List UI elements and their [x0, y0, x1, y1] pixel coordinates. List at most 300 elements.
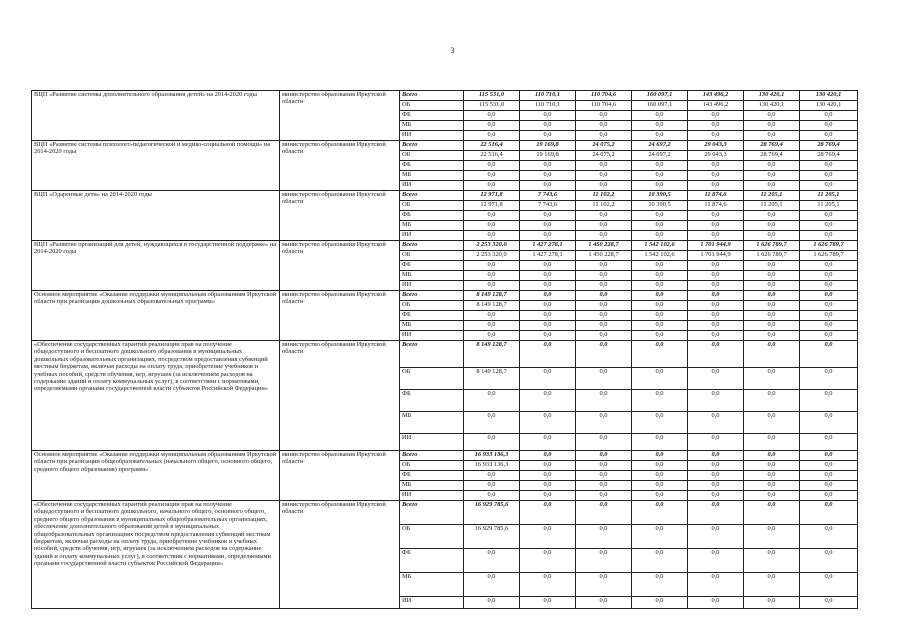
amount-cell: 0,0	[800, 481, 858, 491]
amount-cell: 0,0	[688, 481, 744, 491]
amount-cell: 0,0	[800, 491, 858, 501]
responsible-ministry: министерство образования Иркутской области	[280, 91, 400, 141]
amount-cell: 115 531,0	[464, 101, 520, 111]
funding-source: МБ	[400, 573, 464, 597]
amount-cell: 1 626 789,7	[800, 241, 858, 251]
amount-cell: 0,0	[520, 331, 576, 341]
amount-cell: 0,0	[800, 121, 858, 131]
amount-cell: 7 743,6	[520, 191, 576, 201]
table-row	[32, 341, 858, 368]
funding-source: ОБ	[400, 201, 464, 211]
amount-cell: 0,0	[744, 111, 800, 121]
amount-cell: 130 420,1	[800, 91, 858, 101]
amount-cell: 0,0	[576, 471, 632, 481]
amount-cell: 0,0	[632, 471, 688, 481]
amount-cell: 160 097,1	[632, 91, 688, 101]
amount-cell: 11 205,1	[800, 191, 858, 201]
amount-cell: 0,0	[800, 311, 858, 321]
amount-cell: 0,0	[800, 281, 858, 291]
amount-cell: 0,0	[576, 331, 632, 341]
program-name: ВЦП «Одаренные дети» на 2014-2020 годы	[32, 191, 280, 241]
amount-cell: 0,0	[688, 281, 744, 291]
amount-cell: 0,0	[632, 412, 688, 434]
amount-cell: 0,0	[632, 451, 688, 461]
amount-cell: 0,0	[800, 301, 858, 311]
amount-cell: 0,0	[576, 341, 632, 368]
responsible-ministry: министерство образования Иркутской области	[280, 451, 400, 501]
amount-cell: 0,0	[576, 434, 632, 451]
amount-cell: 0,0	[744, 525, 800, 549]
amount-cell: 0,0	[632, 301, 688, 311]
funding-source: Всего	[400, 141, 464, 151]
amount-cell: 1 427 278,1	[520, 251, 576, 261]
amount-cell: 1 450 228,7	[576, 251, 632, 261]
amount-cell: 0,0	[632, 434, 688, 451]
amount-cell: 0,0	[520, 549, 576, 573]
amount-cell: 0,0	[632, 321, 688, 331]
amount-cell: 0,0	[632, 211, 688, 221]
amount-cell: 0,0	[800, 341, 858, 368]
amount-cell: 0,0	[520, 434, 576, 451]
amount-cell: 0,0	[800, 549, 858, 573]
amount-cell: 0,0	[744, 331, 800, 341]
amount-cell: 0,0	[632, 261, 688, 271]
amount-cell: 0,0	[800, 221, 858, 231]
amount-cell: 0,0	[464, 331, 520, 341]
amount-cell: 24 697,2	[632, 151, 688, 161]
amount-cell: 1 542 102,6	[632, 251, 688, 261]
amount-cell: 22 516,4	[464, 151, 520, 161]
amount-cell: 1 626 789,7	[744, 251, 800, 261]
funding-source: МБ	[400, 121, 464, 131]
table-row	[32, 241, 858, 251]
amount-cell: 0,0	[632, 161, 688, 171]
amount-cell: 0,0	[520, 481, 576, 491]
table-row	[32, 501, 858, 525]
amount-cell: 10 390,5	[632, 191, 688, 201]
amount-cell: 0,0	[800, 181, 858, 191]
amount-cell: 0,0	[632, 271, 688, 281]
amount-cell: 11 205,1	[744, 201, 800, 211]
amount-cell: 0,0	[744, 434, 800, 451]
amount-cell: 0,0	[464, 261, 520, 271]
amount-cell: 0,0	[688, 311, 744, 321]
amount-cell: 0,0	[800, 573, 858, 597]
amount-cell: 0,0	[576, 390, 632, 412]
amount-cell: 29 043,3	[688, 141, 744, 151]
amount-cell: 143 496,2	[688, 91, 744, 101]
amount-cell: 130 420,1	[744, 91, 800, 101]
program-name: «Обеспечение государственных гарантий реализации прав на получение общедоступного и бесплатного дошкольного, начального общего, основного общего, среднего общего образования в муниципальных общеобразовательных организациях, обеспечение дополнительного образования детей в муниципальных общеобразовательных организациях посредством предоставления субвенций местным бюджетам, включая расходы на оплату труда, приобретение учебников и учебных пособий, средств обучения, игр, игрушек (за исключением расходов на содержание зданий и оплату коммунальных услуг), в соответствии с нормативами, определяемыми органами государственной власти субъектов Российской Федерации»	[32, 501, 280, 609]
amount-cell: 0,0	[800, 501, 858, 525]
amount-cell: 0,0	[576, 211, 632, 221]
amount-cell: 0,0	[632, 231, 688, 241]
amount-cell: 0,0	[632, 221, 688, 231]
funding-source: МБ	[400, 171, 464, 181]
amount-cell: 0,0	[800, 171, 858, 181]
amount-cell: 0,0	[464, 161, 520, 171]
amount-cell: 11 874,6	[688, 201, 744, 211]
amount-cell: 0,0	[744, 321, 800, 331]
amount-cell: 0,0	[520, 291, 576, 301]
funding-table	[31, 90, 858, 609]
amount-cell: 19 169,8	[520, 151, 576, 161]
amount-cell: 0,0	[800, 412, 858, 434]
amount-cell: 0,0	[632, 573, 688, 597]
amount-cell: 0,0	[576, 491, 632, 501]
amount-cell: 11 205,1	[744, 191, 800, 201]
amount-cell: 0,0	[688, 131, 744, 141]
amount-cell: 0,0	[464, 221, 520, 231]
amount-cell: 16 929 785,6	[464, 501, 520, 525]
amount-cell: 8 149 128,7	[464, 301, 520, 311]
amount-cell: 0,0	[632, 111, 688, 121]
amount-cell: 1 427 278,1	[520, 241, 576, 251]
amount-cell: 0,0	[632, 121, 688, 131]
amount-cell: 115 531,0	[464, 91, 520, 101]
amount-cell: 7 743,6	[520, 201, 576, 211]
responsible-ministry: министерство образования Иркутской области	[280, 341, 400, 451]
funding-source: Всего	[400, 341, 464, 368]
funding-source: ФБ	[400, 390, 464, 412]
amount-cell: 2 253 320,0	[464, 251, 520, 261]
amount-cell: 0,0	[800, 390, 858, 412]
amount-cell: 0,0	[464, 181, 520, 191]
amount-cell: 0,0	[464, 211, 520, 221]
funding-source: ОБ	[400, 151, 464, 161]
amount-cell: 10 390,5	[632, 201, 688, 211]
amount-cell: 1 701 944,9	[688, 251, 744, 261]
amount-cell: 0,0	[688, 271, 744, 281]
amount-cell: 0,0	[576, 181, 632, 191]
responsible-ministry: министерство образования Иркутской области	[280, 291, 400, 341]
amount-cell: 0,0	[800, 331, 858, 341]
program-name: Основное мероприятие «Оказание поддержки муниципальным образованиям Иркутской области при реализации общеобразовательных (начального общего, основного общего, среднего общего образования) программ»	[32, 451, 280, 501]
amount-cell: 0,0	[576, 597, 632, 609]
amount-cell: 0,0	[632, 368, 688, 390]
program-name: ВЦП «Развитие системы психолого-педагогической и медико-социальной помощи» на 2014-2020 годы	[32, 141, 280, 191]
amount-cell: 0,0	[688, 434, 744, 451]
amount-cell: 110 704,6	[576, 91, 632, 101]
amount-cell: 0,0	[520, 501, 576, 525]
funding-source: МБ	[400, 221, 464, 231]
funding-source: ИИ	[400, 597, 464, 609]
amount-cell: 1 626 789,7	[744, 241, 800, 251]
amount-cell: 0,0	[576, 121, 632, 131]
amount-cell: 0,0	[520, 271, 576, 281]
amount-cell: 0,0	[464, 471, 520, 481]
amount-cell: 0,0	[800, 321, 858, 331]
amount-cell: 0,0	[520, 231, 576, 241]
funding-source: Всего	[400, 451, 464, 461]
amount-cell: 0,0	[520, 131, 576, 141]
funding-source: МБ	[400, 321, 464, 331]
amount-cell: 0,0	[632, 390, 688, 412]
amount-cell: 0,0	[520, 525, 576, 549]
amount-cell: 0,0	[520, 451, 576, 461]
amount-cell: 0,0	[464, 549, 520, 573]
amount-cell: 0,0	[744, 390, 800, 412]
responsible-ministry: министерство образования Иркутской области	[280, 501, 400, 609]
amount-cell: 0,0	[464, 111, 520, 121]
program-name: ВЦП «Развитие организаций для детей, нуждающихся в государственной поддержке» на 2014-2020 годы	[32, 241, 280, 291]
amount-cell: 0,0	[520, 390, 576, 412]
funding-source: ОБ	[400, 461, 464, 471]
amount-cell: 0,0	[576, 311, 632, 321]
amount-cell: 0,0	[576, 412, 632, 434]
program-name: «Обеспечение государственных гарантий реализации прав на получение общедоступного и бесплатного дошкольного образования в муниципальных дошкольных образовательных организациях, посредством предоставления субвенций местным бюджетам, включая расходы на оплату труда, приобретение учебников и учебных пособий, средств обучения, игр, игрушек (за исключением расходов на содержание зданий и оплату коммунальных услуг), в соответствии с нормативами, определяемыми органами государственной власти субъектов Российской Федерации»	[32, 341, 280, 451]
amount-cell: 0,0	[576, 221, 632, 231]
amount-cell: 0,0	[744, 181, 800, 191]
amount-cell: 19 169,8	[520, 141, 576, 151]
amount-cell: 0,0	[632, 597, 688, 609]
funding-source: ФБ	[400, 211, 464, 221]
funding-source: ФБ	[400, 471, 464, 481]
amount-cell: 0,0	[520, 261, 576, 271]
amount-cell: 0,0	[632, 491, 688, 501]
amount-cell: 24 075,2	[576, 151, 632, 161]
amount-cell: 0,0	[464, 573, 520, 597]
amount-cell: 0,0	[520, 412, 576, 434]
amount-cell: 0,0	[576, 451, 632, 461]
amount-cell: 0,0	[520, 281, 576, 291]
amount-cell: 0,0	[464, 281, 520, 291]
amount-cell: 0,0	[576, 261, 632, 271]
funding-source: Всего	[400, 191, 464, 201]
amount-cell: 0,0	[464, 271, 520, 281]
amount-cell: 0,0	[464, 131, 520, 141]
amount-cell: 0,0	[800, 291, 858, 301]
amount-cell: 8 149 128,7	[464, 368, 520, 390]
funding-source: ИИ	[400, 434, 464, 451]
amount-cell: 8 149 128,7	[464, 341, 520, 368]
amount-cell: 0,0	[520, 597, 576, 609]
amount-cell: 1 542 102,6	[632, 241, 688, 251]
funding-source: ОБ	[400, 301, 464, 311]
amount-cell: 0,0	[744, 271, 800, 281]
amount-cell: 28 769,4	[744, 141, 800, 151]
funding-source: ИИ	[400, 131, 464, 141]
amount-cell: 11 102,2	[576, 191, 632, 201]
amount-cell: 0,0	[688, 231, 744, 241]
funding-source: ОБ	[400, 368, 464, 390]
amount-cell: 0,0	[744, 221, 800, 231]
amount-cell: 11 205,1	[800, 201, 858, 211]
funding-source: ОБ	[400, 525, 464, 549]
amount-cell: 0,0	[576, 321, 632, 331]
funding-source: ФБ	[400, 261, 464, 271]
amount-cell: 0,0	[800, 451, 858, 461]
amount-cell: 0,0	[744, 281, 800, 291]
amount-cell: 160 097,1	[632, 101, 688, 111]
amount-cell: 0,0	[800, 368, 858, 390]
amount-cell: 0,0	[632, 481, 688, 491]
amount-cell: 22 516,4	[464, 141, 520, 151]
amount-cell: 0,0	[520, 311, 576, 321]
amount-cell: 0,0	[688, 111, 744, 121]
amount-cell: 0,0	[632, 311, 688, 321]
amount-cell: 0,0	[688, 291, 744, 301]
funding-source: Всего	[400, 91, 464, 101]
amount-cell: 0,0	[632, 341, 688, 368]
amount-cell: 0,0	[576, 231, 632, 241]
amount-cell: 0,0	[576, 549, 632, 573]
amount-cell: 0,0	[632, 331, 688, 341]
amount-cell: 110 710,1	[520, 101, 576, 111]
responsible-ministry: министерство образования Иркутской области	[280, 141, 400, 191]
amount-cell: 0,0	[800, 271, 858, 281]
amount-cell: 2 253 320,0	[464, 241, 520, 251]
amount-cell: 0,0	[520, 461, 576, 471]
amount-cell: 0,0	[744, 311, 800, 321]
amount-cell: 0,0	[688, 181, 744, 191]
funding-source: Всего	[400, 291, 464, 301]
amount-cell: 28 769,4	[800, 151, 858, 161]
amount-cell: 0,0	[632, 549, 688, 573]
amount-cell: 24 075,2	[576, 141, 632, 151]
amount-cell: 0,0	[744, 501, 800, 525]
amount-cell: 0,0	[520, 111, 576, 121]
amount-cell: 0,0	[632, 501, 688, 525]
amount-cell: 16 933 136,3	[464, 451, 520, 461]
funding-source: ФБ	[400, 111, 464, 121]
responsible-ministry: министерство образования Иркутской области	[280, 191, 400, 241]
amount-cell: 0,0	[520, 491, 576, 501]
funding-source: ФБ	[400, 161, 464, 171]
amount-cell: 130 420,1	[800, 101, 858, 111]
table-body	[32, 91, 858, 609]
table-row	[32, 91, 858, 101]
amount-cell: 0,0	[744, 301, 800, 311]
amount-cell: 0,0	[800, 161, 858, 171]
amount-cell: 28 769,4	[800, 141, 858, 151]
amount-cell: 0,0	[688, 321, 744, 331]
funding-source: МБ	[400, 271, 464, 281]
amount-cell: 1 701 944,9	[688, 241, 744, 251]
amount-cell: 0,0	[688, 549, 744, 573]
amount-cell: 0,0	[744, 471, 800, 481]
amount-cell: 0,0	[800, 597, 858, 609]
amount-cell: 0,0	[800, 131, 858, 141]
funding-source: МБ	[400, 412, 464, 434]
amount-cell: 0,0	[744, 491, 800, 501]
amount-cell: 0,0	[576, 301, 632, 311]
amount-cell: 0,0	[464, 434, 520, 451]
amount-cell: 1 626 789,7	[800, 251, 858, 261]
amount-cell: 0,0	[520, 211, 576, 221]
amount-cell: 0,0	[576, 111, 632, 121]
amount-cell: 0,0	[576, 501, 632, 525]
amount-cell: 0,0	[464, 321, 520, 331]
amount-cell: 0,0	[688, 261, 744, 271]
amount-cell: 0,0	[744, 211, 800, 221]
amount-cell: 130 420,1	[744, 101, 800, 111]
amount-cell: 0,0	[800, 461, 858, 471]
amount-cell: 0,0	[576, 171, 632, 181]
page-number: 3	[450, 46, 455, 55]
amount-cell: 0,0	[632, 525, 688, 549]
amount-cell: 0,0	[800, 231, 858, 241]
amount-cell: 0,0	[520, 121, 576, 131]
amount-cell: 0,0	[744, 573, 800, 597]
amount-cell: 0,0	[464, 311, 520, 321]
amount-cell: 0,0	[520, 471, 576, 481]
amount-cell: 0,0	[688, 597, 744, 609]
amount-cell: 0,0	[576, 131, 632, 141]
amount-cell: 0,0	[520, 161, 576, 171]
amount-cell: 0,0	[576, 291, 632, 301]
amount-cell: 0,0	[520, 181, 576, 191]
amount-cell: 0,0	[576, 573, 632, 597]
amount-cell: 0,0	[464, 491, 520, 501]
amount-cell: 0,0	[576, 525, 632, 549]
amount-cell: 0,0	[688, 471, 744, 481]
amount-cell: 0,0	[464, 481, 520, 491]
amount-cell: 0,0	[576, 461, 632, 471]
amount-cell: 0,0	[688, 573, 744, 597]
amount-cell: 8 149 128,7	[464, 291, 520, 301]
amount-cell: 0,0	[464, 412, 520, 434]
funding-source: ИИ	[400, 331, 464, 341]
table-row	[32, 291, 858, 301]
amount-cell: 0,0	[744, 231, 800, 241]
table-row	[32, 141, 858, 151]
amount-cell: 0,0	[744, 131, 800, 141]
funding-source: ОБ	[400, 251, 464, 261]
amount-cell: 0,0	[464, 231, 520, 241]
amount-cell: 0,0	[688, 412, 744, 434]
amount-cell: 0,0	[688, 301, 744, 311]
funding-source: Всего	[400, 241, 464, 251]
funding-source: ФБ	[400, 311, 464, 321]
amount-cell: 0,0	[576, 368, 632, 390]
amount-cell: 0,0	[688, 171, 744, 181]
amount-cell: 0,0	[688, 461, 744, 471]
amount-cell: 0,0	[744, 121, 800, 131]
amount-cell: 0,0	[688, 341, 744, 368]
amount-cell: 0,0	[520, 573, 576, 597]
amount-cell: 0,0	[520, 301, 576, 311]
amount-cell: 0,0	[744, 291, 800, 301]
amount-cell: 0,0	[744, 368, 800, 390]
amount-cell: 0,0	[632, 291, 688, 301]
amount-cell: 0,0	[800, 261, 858, 271]
amount-cell: 0,0	[576, 161, 632, 171]
funding-source: ФБ	[400, 549, 464, 573]
amount-cell: 11 874,6	[688, 191, 744, 201]
funding-source: ОБ	[400, 101, 464, 111]
amount-cell: 0,0	[688, 211, 744, 221]
amount-cell: 0,0	[464, 390, 520, 412]
amount-cell: 0,0	[520, 321, 576, 331]
amount-cell: 0,0	[744, 412, 800, 434]
amount-cell: 16 933 136,3	[464, 461, 520, 471]
amount-cell: 110 710,1	[520, 91, 576, 101]
amount-cell: 0,0	[576, 271, 632, 281]
table-row	[32, 451, 858, 461]
funding-source: ИИ	[400, 491, 464, 501]
amount-cell: 0,0	[800, 211, 858, 221]
amount-cell: 0,0	[744, 597, 800, 609]
amount-cell: 0,0	[744, 161, 800, 171]
amount-cell: 0,0	[576, 281, 632, 291]
amount-cell: 24 697,2	[632, 141, 688, 151]
amount-cell: 16 929 785,6	[464, 525, 520, 549]
amount-cell: 0,0	[688, 390, 744, 412]
responsible-ministry: министерство образования Иркутской области	[280, 241, 400, 291]
amount-cell: 110 704,6	[576, 101, 632, 111]
amount-cell: 0,0	[688, 368, 744, 390]
